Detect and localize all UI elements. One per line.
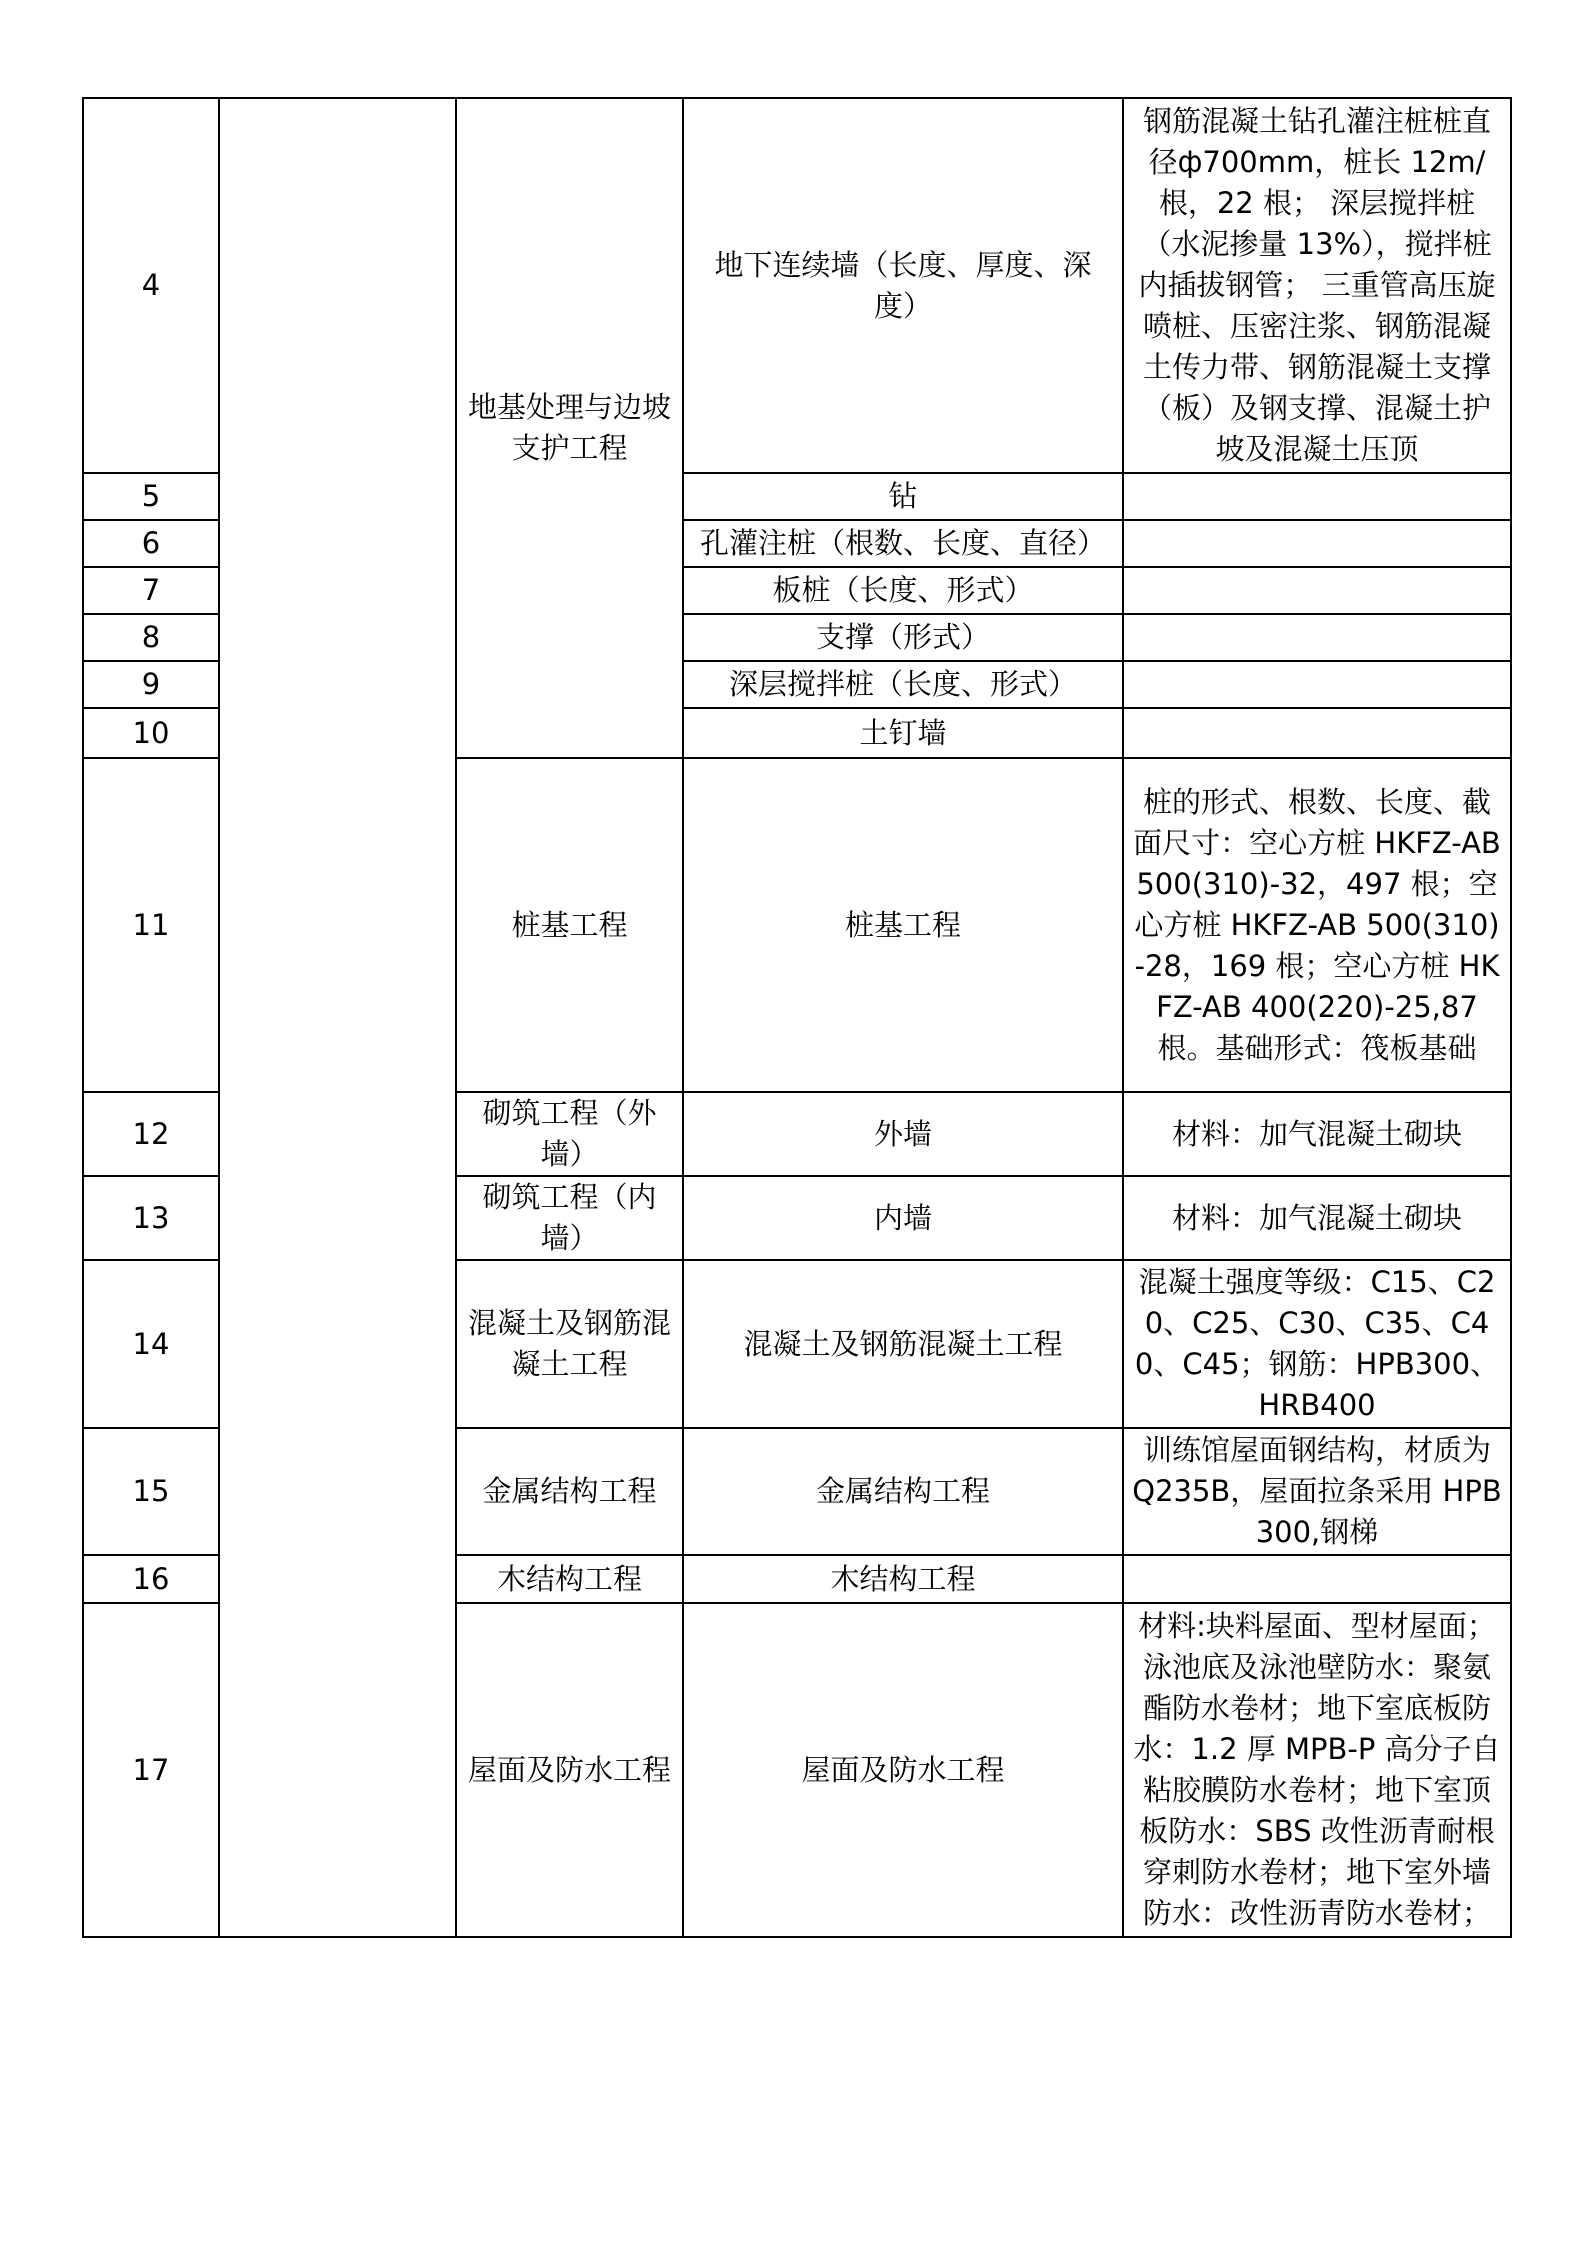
item-cell: 板桩（长度、形式）: [683, 567, 1123, 614]
description-cell: [1123, 614, 1511, 661]
item-cell: 木结构工程: [683, 1555, 1123, 1603]
item-cell: 支撑（形式）: [683, 614, 1123, 661]
category-cell: 混凝土及钢筋混凝土工程: [456, 1260, 683, 1428]
row-number: 4: [83, 98, 219, 473]
description-cell: 材料:块料屋面、型材屋面；泳池底及泳池壁防水：聚氨酯防水卷材；地下室底板防水：1.2 厚 MPB-P 高分子自粘胶膜防水卷材；地下室顶板防水：SBS 改性沥青耐根穿刺防水卷材；地下室外墙防水：改性沥青防水卷材；: [1123, 1603, 1511, 1937]
item-cell: 外墙: [683, 1092, 1123, 1176]
row-number: 12: [83, 1092, 219, 1176]
category-cell: 砌筑工程（内墙）: [456, 1176, 683, 1260]
row-number: 10: [83, 708, 219, 758]
row-number: 9: [83, 661, 219, 708]
item-cell: 地下连续墙（长度、厚度、深度）: [683, 98, 1123, 473]
item-cell: 混凝土及钢筋混凝土工程: [683, 1260, 1123, 1428]
category-cell: 地基处理与边坡支护工程: [456, 98, 683, 758]
category-cell: 木结构工程: [456, 1555, 683, 1603]
description-cell: [1123, 661, 1511, 708]
row-number: 14: [83, 1260, 219, 1428]
item-cell: 深层搅拌桩（长度、形式）: [683, 661, 1123, 708]
row-number: 11: [83, 758, 219, 1092]
item-cell: 内墙: [683, 1176, 1123, 1260]
row-number: 7: [83, 567, 219, 614]
description-cell: 混凝土强度等级：C15、C20、C25、C30、C35、C40、C45；钢筋：HPB300、HRB400: [1123, 1260, 1511, 1428]
row-number: 8: [83, 614, 219, 661]
engineering-items-table: [82, 97, 1512, 1938]
blank-merged-cell: [219, 98, 456, 1937]
row-number: 16: [83, 1555, 219, 1603]
description-cell: 桩的形式、根数、长度、截面尺寸：空心方桩 HKFZ-AB 500(310)-32，497 根；空心方桩 HKFZ-AB 500(310)-28，169 根；空心方桩 HKFZ-AB 400(220)-25,87 根。基础形式：筏板基础: [1123, 758, 1511, 1092]
item-cell: 土钉墙: [683, 708, 1123, 758]
description-cell: [1123, 567, 1511, 614]
description-cell: [1123, 473, 1511, 520]
item-cell: 钻: [683, 473, 1123, 520]
category-cell: 金属结构工程: [456, 1428, 683, 1555]
category-cell: 屋面及防水工程: [456, 1603, 683, 1937]
description-cell: 材料：加气混凝土砌块: [1123, 1176, 1511, 1260]
row-number: 13: [83, 1176, 219, 1260]
description-cell: 训练馆屋面钢结构，材质为 Q235B，屋面拉条采用 HPB300,钢梯: [1123, 1428, 1511, 1555]
category-cell: 桩基工程: [456, 758, 683, 1092]
item-cell: 桩基工程: [683, 758, 1123, 1092]
description-cell: [1123, 708, 1511, 758]
description-cell: [1123, 1555, 1511, 1603]
row-number: 5: [83, 473, 219, 520]
item-cell: 屋面及防水工程: [683, 1603, 1123, 1937]
table-row: [83, 98, 1511, 473]
category-cell: 砌筑工程（外墙）: [456, 1092, 683, 1176]
row-number: 15: [83, 1428, 219, 1555]
row-number: 6: [83, 520, 219, 567]
description-cell: 材料：加气混凝土砌块: [1123, 1092, 1511, 1176]
item-cell: 金属结构工程: [683, 1428, 1123, 1555]
row-number: 17: [83, 1603, 219, 1937]
description-cell: [1123, 520, 1511, 567]
item-cell: 孔灌注桩（根数、长度、直径）: [683, 520, 1123, 567]
description-cell: 钢筋混凝土钻孔灌注桩桩直径ф700mm，桩长 12m/根，22 根； 深层搅拌桩（水泥掺量 13%），搅拌桩内插拔钢管； 三重管高压旋喷桩、压密注浆、钢筋混凝土传力带、钢筋混凝土支撑（板）及钢支撑、混凝土护坡及混凝土压顶: [1123, 98, 1511, 473]
